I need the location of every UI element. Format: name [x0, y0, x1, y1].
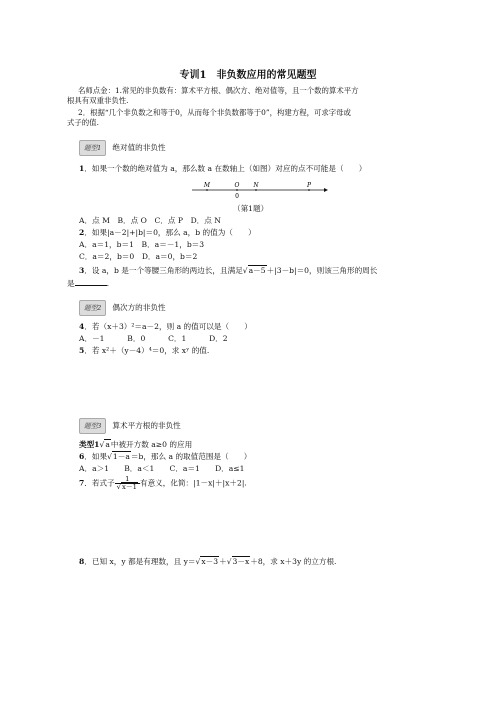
intro-line-3: 2．根据“几个非负数之和等于0，从而每个非负数都等于0”，构建方程，可求字母或	[78, 108, 351, 117]
intro-line-4: 式子的值.	[67, 118, 99, 127]
question-5-text: ．若 x²＋（y－4）⁴＝0，求 xʸ 的值.	[84, 346, 210, 355]
type-1-text: 中被开方数 a≥0 的应用	[110, 440, 193, 449]
section-3-title: 算术平方根的非负性	[112, 421, 181, 430]
question-3-radicand: a－5	[248, 266, 266, 275]
question-4-text: ．若（x＋3）²＝a－2，则 a 的值可以是（ ）	[84, 322, 252, 331]
point-o	[236, 189, 238, 191]
question-2-number: 2	[79, 228, 85, 237]
point-label-o: O	[234, 182, 240, 189]
fraction-numerator: 1	[115, 476, 140, 484]
fraction-radicand: x－1	[122, 483, 137, 491]
point-n	[255, 189, 257, 191]
question-4-options: A．－1 B．0 C．1 D．2	[79, 334, 228, 343]
question-2-options-1: A．a＝1，b＝1 B．a＝－1，b＝3	[79, 240, 205, 249]
page-title: 专训1 非负数应用的常见题型	[179, 70, 317, 81]
point-label-p: P	[306, 182, 312, 189]
section-1-tag: 题型1	[79, 140, 106, 156]
question-5	[79, 346, 209, 356]
question-7-post: 有意义，化简：|1－x|＋|x＋2|.	[139, 478, 247, 488]
point-label-n: N	[253, 182, 259, 189]
question-3: 3．设 a，b 是一个等腰三角形的两边长，且满足√a－5＋|3－b|＝0，则该三角形的周长	[79, 266, 378, 275]
question-3-number: 3	[79, 266, 85, 275]
question-6-number: 6	[79, 452, 85, 461]
question-3-line-2	[67, 278, 109, 289]
type-1-heading: 类型1√a中被开方数 a≥0 的应用	[79, 440, 193, 449]
question-8-post: ＋8，求 x＋3y 的立方根.	[250, 557, 337, 566]
intro-line-2: 根具有双重非负性.	[67, 96, 129, 105]
question-2-options-2: C．a＝2，b＝0 D．a＝0，b＝2	[79, 252, 198, 261]
question-3-post: ＋|3－b|＝0，则该三角形的周长	[266, 266, 378, 275]
question-2-text: ．如果|a－2|+|b|＝0，那么 a，b 的值为（ ）	[84, 228, 256, 237]
question-8-mid: ＋	[219, 557, 227, 566]
section-3-tag: 题型3	[79, 418, 106, 434]
point-m	[206, 189, 208, 191]
type-1-radicand: a	[105, 440, 110, 449]
question-6-options: A．a＞1 B．a＜1 C．a＝1 D．a≤1	[79, 464, 245, 473]
intro-line-1: 名师点金：1.常见的非负数有：算术平方根、偶次方、绝对值等，且一个数的算术平方	[78, 86, 359, 95]
point-p	[308, 189, 310, 191]
question-4	[79, 322, 252, 332]
section-2-tag: 题型2	[79, 300, 106, 316]
section-3-header	[79, 418, 181, 434]
question-3-line2-post: .	[106, 279, 110, 288]
question-8-radicand-1: x－3	[201, 557, 219, 566]
question-6-radicand: 1－a	[112, 452, 130, 461]
question-3-pre: ．设 a，b 是一个等腰三角形的两边长，且满足	[84, 266, 243, 275]
question-8-number: 8	[79, 557, 85, 566]
section-1-title: 绝对值的非负性	[112, 143, 166, 152]
question-1-number: 1	[79, 164, 85, 173]
section-2-header	[79, 300, 166, 316]
question-4-number: 4	[79, 322, 85, 331]
section-2-title: 偶次方的非负性	[112, 303, 166, 312]
point-label-m: M	[203, 182, 211, 189]
question-3-line2-pre: 是	[67, 279, 75, 288]
question-7-pre: ．若式子	[84, 478, 115, 488]
question-8: 8．已知 x，y 都是有理数，且 y＝√x－3＋√3－x＋8，求 x＋3y 的立方根.	[79, 557, 337, 566]
question-1-options: A．点 M B．点 O C．点 P D．点 N	[79, 216, 221, 225]
question-6: 6．如果√1－a＝b，那么 a 的取值范围是（ ）	[79, 452, 252, 461]
question-2	[79, 228, 256, 238]
question-5-number: 5	[79, 346, 85, 355]
number-line-figure	[190, 178, 330, 202]
figure-caption: （第1题）	[233, 204, 269, 213]
question-7-fraction	[115, 476, 140, 491]
question-7	[79, 476, 247, 491]
fraction-denominator: √x－1	[116, 483, 137, 491]
type-1-label: 类型1	[79, 440, 100, 449]
question-7-number: 7	[79, 478, 85, 488]
question-1	[79, 164, 366, 174]
question-6-post: ＝b，那么 a 的取值范围是（ ）	[130, 452, 252, 461]
question-8-pre: ．已知 x，y 都是有理数，且 y＝	[84, 557, 196, 566]
question-1-text: ．如果一个数的绝对值为 a，那么数 a 在数轴上（如图）对应的点不可能是（ ）	[84, 164, 367, 173]
question-6-pre: ．如果	[84, 452, 108, 461]
zero-label: 0	[235, 193, 239, 200]
question-8-radicand-2: 3－x	[232, 557, 250, 566]
section-1-header	[79, 140, 166, 156]
number-line-arrow	[324, 188, 328, 192]
answer-blank[interactable]	[75, 278, 110, 288]
